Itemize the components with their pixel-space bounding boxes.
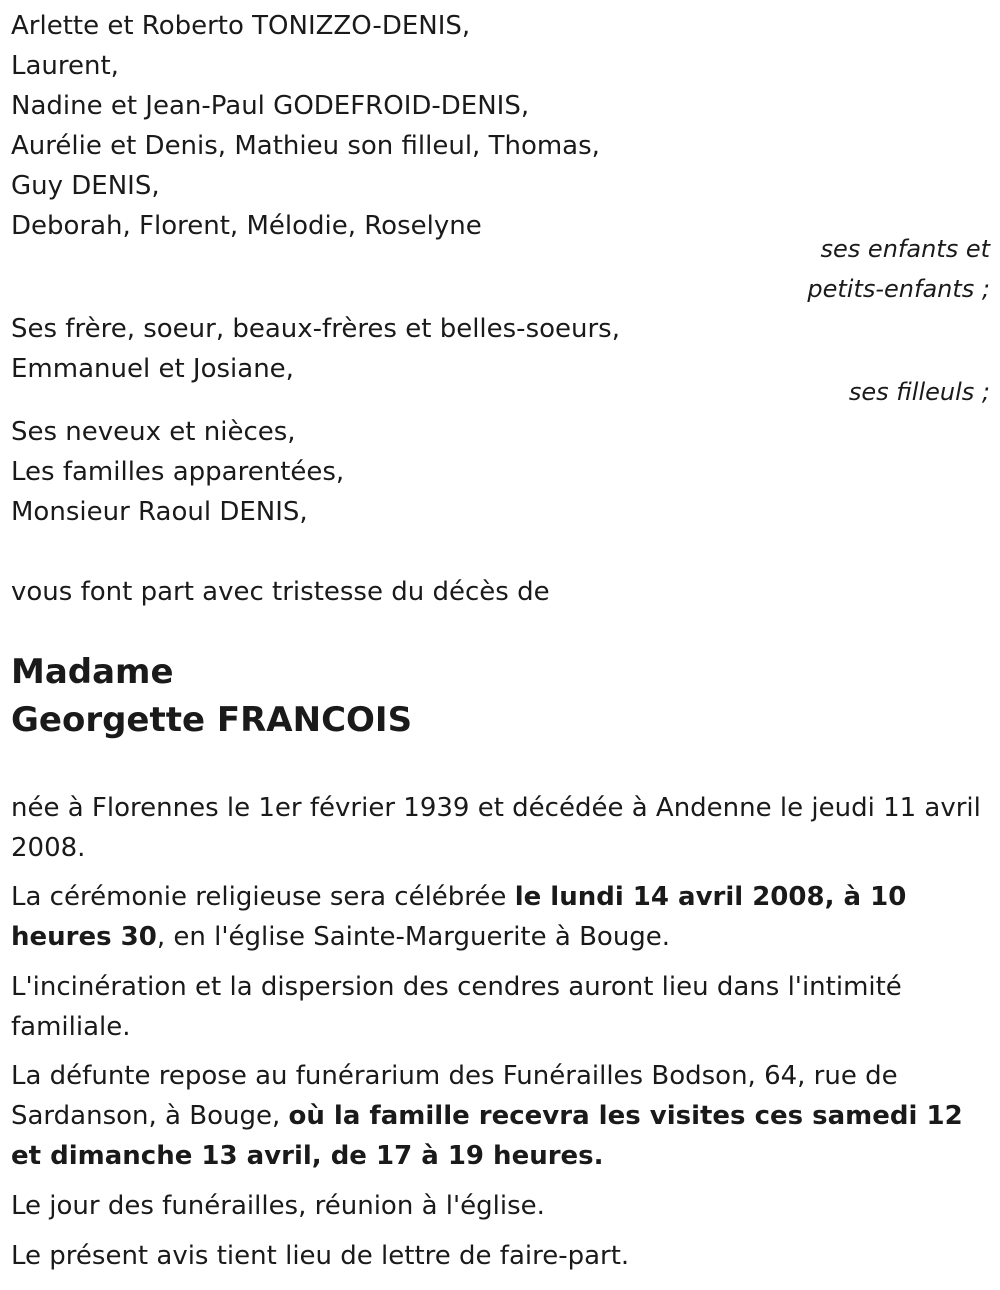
family-line: Deborah, Florent, Mélodie, Roselyne — [11, 211, 482, 241]
repose-paragraph — [11, 1056, 986, 1176]
family-line: Nadine et Jean-Paul GODEFROID-DENIS, — [11, 91, 530, 121]
ceremony-location: , en l'église Sainte-Marguerite à Bouge. — [156, 922, 671, 952]
repose-text: La défunte repose au funérarium des Funérailles Bodson, 64, rue de Sardanson, à Bouge, — [11, 1061, 898, 1131]
family-line: Guy DENIS, — [11, 171, 160, 201]
ceremony-paragraph — [11, 877, 986, 957]
family-line: Emmanuel et Josiane, — [11, 354, 294, 384]
family-line: Ses frère, soeur, beaux-frères et belles-soeurs, — [11, 314, 620, 344]
family-line: Les familles apparentées, — [11, 457, 345, 487]
notice-paragraph: Le présent avis tient lieu de lettre de faire-part. — [11, 1241, 630, 1271]
family-line: Aurélie et Denis, Mathieu son filleul, Thomas, — [11, 131, 600, 161]
family-line: Monsieur Raoul DENIS, — [11, 497, 308, 527]
family-line: Ses neveux et nièces, — [11, 417, 296, 447]
cremation-paragraph: L'incinération et la dispersion des cendres auront lieu dans l'intimité familiale. — [11, 972, 902, 1042]
family-line: Laurent, — [11, 51, 119, 81]
announcement: vous font part avec tristesse du décès de — [11, 577, 550, 607]
deceased-title: Madame — [11, 652, 174, 692]
family-role: petits-enfants ; — [807, 275, 990, 303]
family-role: ses enfants et — [820, 235, 990, 263]
meeting-paragraph: Le jour des funérailles, réunion à l'église. — [11, 1191, 545, 1221]
family-role: ses filleuls ; — [848, 378, 990, 406]
family-line: Arlette et Roberto TONIZZO-DENIS, — [11, 11, 471, 41]
visiting-hours: où la famille recevra les visites ces samedi 12 et dimanche 13 avril, de 17 à 19 heures. — [11, 1101, 963, 1171]
deceased-name: Georgette FRANCOIS — [11, 700, 413, 740]
ceremony-date: le lundi 14 avril 2008, à 10 heures 30 — [11, 882, 907, 952]
ceremony-text: La cérémonie religieuse sera célébrée — [11, 882, 515, 912]
birth-death-paragraph: née à Florennes le 1er février 1939 et décédée à Andenne le jeudi 11 avril 2008. — [11, 793, 981, 863]
